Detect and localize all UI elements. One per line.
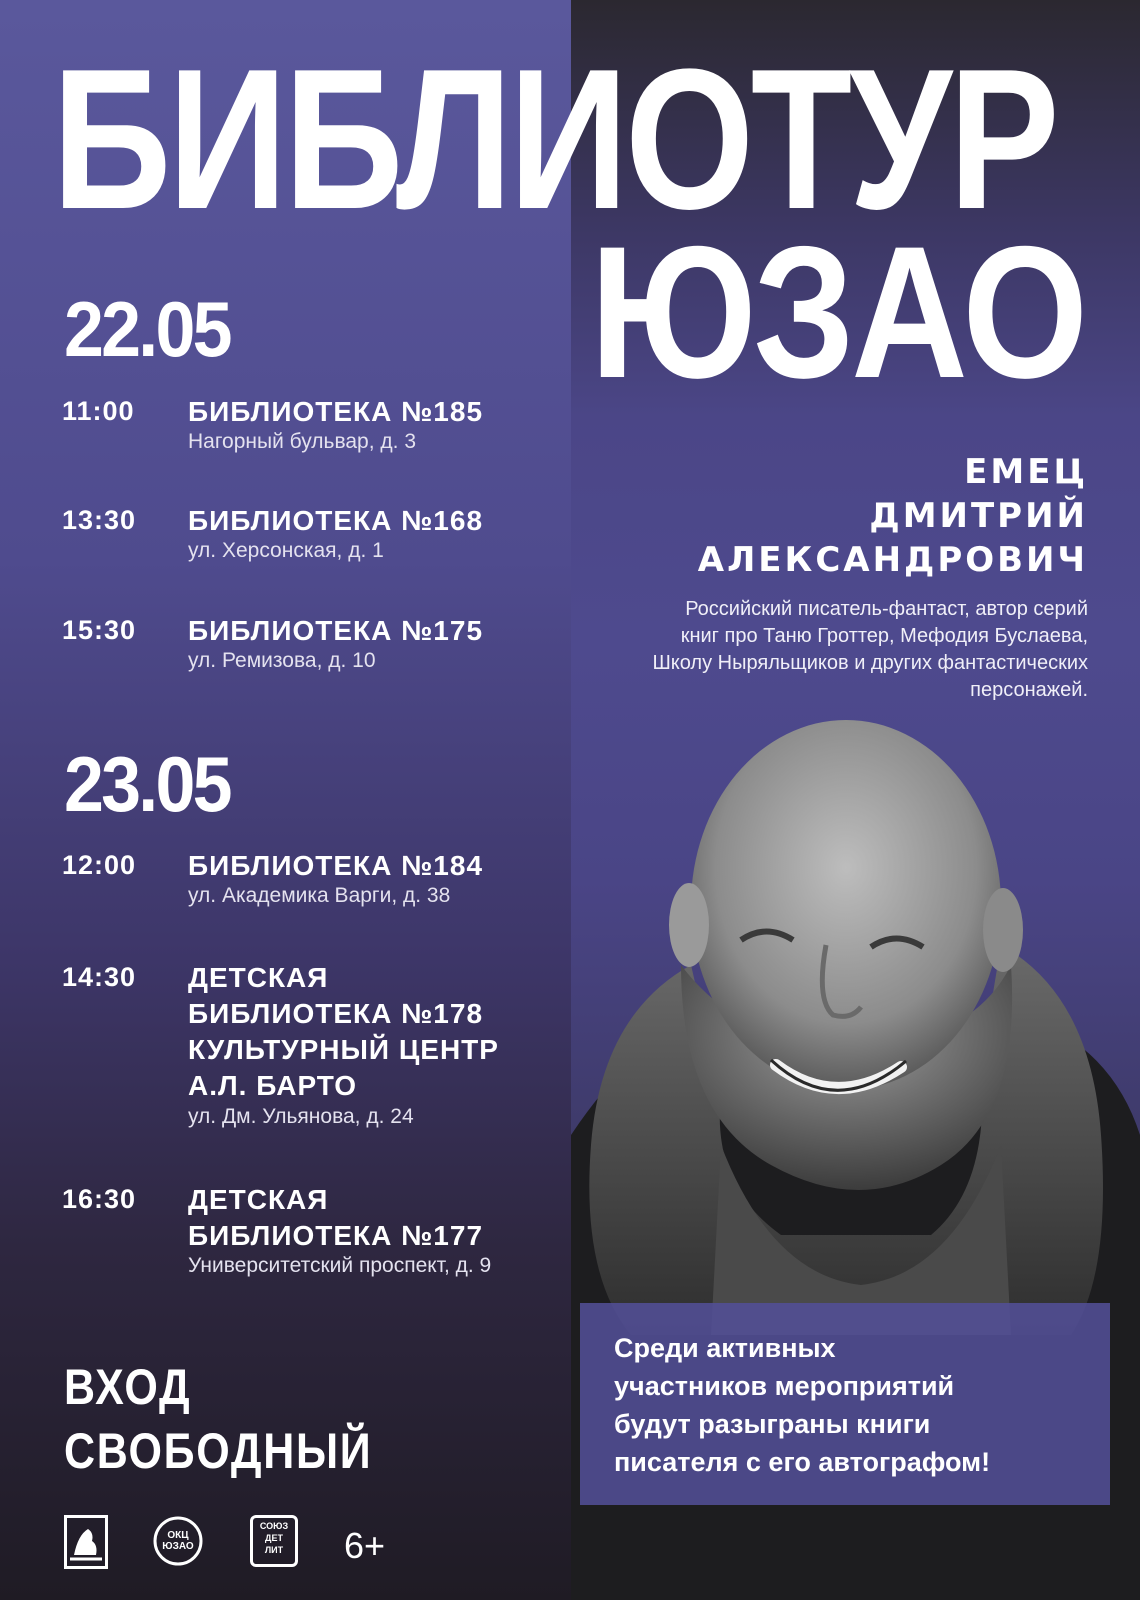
author-surname: ЕМЕЦ	[964, 452, 1088, 492]
event-venue: БИБЛИОТЕКА №185	[188, 396, 484, 427]
event-address: ул. Херсонская, д. 1	[188, 539, 384, 562]
prize-announcement-box	[580, 1303, 1110, 1505]
okc-logo-text	[152, 1530, 204, 1552]
event-venue: ДЕТСКАЯ БИБЛИОТЕКА №177	[188, 1184, 484, 1251]
event-time: 12:00	[62, 850, 137, 880]
event-time: 11:00	[62, 396, 135, 426]
title-line-2: ЮЗАО	[590, 207, 1085, 417]
date-day-1: 22.05	[64, 285, 230, 373]
okc-uzao-logo	[152, 1515, 204, 1567]
title-line-1: БИБЛИОТУР	[52, 28, 1057, 251]
event-venue: БИБЛИОТЕКА №175	[188, 615, 484, 646]
event-time: 13:30	[62, 505, 137, 535]
author-bio-line: Школу Ныряльщиков и других фантастических	[652, 652, 1088, 674]
soyuz-detlit-logo	[250, 1515, 298, 1567]
soyuz-logo-text	[253, 1520, 295, 1556]
soyuz-logo-line-1: СОЮЗ	[259, 1521, 289, 1531]
soyuz-logo-line-2: ДЕТ	[265, 1533, 283, 1543]
author-name	[698, 450, 1088, 582]
event-venue: БИБЛИОТЕКА №184	[188, 850, 484, 881]
okc-logo-line-1: ОКЦ	[167, 1530, 189, 1541]
event-address: ул. Ремизова, д. 10	[188, 649, 376, 672]
event-venue: БИБЛИОТЕКА №168	[188, 505, 484, 536]
event-address: ул. Академика Варги, д. 38	[188, 884, 451, 907]
event-time: 14:30	[62, 962, 137, 992]
event-address: Университетский проспект, д. 9	[188, 1254, 492, 1277]
prize-text	[614, 1329, 1094, 1481]
author-patronymic: АЛЕКСАНДРОВИЧ	[697, 540, 1088, 580]
date-day-2: 23.05	[64, 740, 230, 828]
author-bio-line: персонажей.	[970, 679, 1088, 701]
free-entry-line-1: ВХОД	[64, 1359, 192, 1415]
moscow-coat-of-arms-icon	[64, 1515, 108, 1569]
prize-line: писателя с его автографом!	[614, 1447, 991, 1477]
author-bio	[568, 596, 1088, 704]
author-bio-line: Российский писатель-фантаст, автор серий	[685, 598, 1088, 620]
event-time: 15:30	[62, 615, 137, 645]
event-address: ул. Дм. Ульянова, д. 24	[188, 1105, 414, 1128]
event-venue: ДЕТСКАЯ БИБЛИОТЕКА №178 КУЛЬТУРНЫЙ ЦЕНТР А.Л. БАРТО	[188, 962, 499, 1101]
free-entry-line-2: СВОБОДНЫЙ	[64, 1423, 373, 1479]
age-rating: 6+	[344, 1525, 386, 1566]
prize-line: участников мероприятий	[614, 1371, 955, 1401]
event-address: Нагорный бульвар, д. 3	[188, 430, 417, 453]
prize-line: Среди активных	[614, 1333, 836, 1363]
okc-logo-line-2: ЮЗАО	[162, 1541, 194, 1552]
author-bio-line: книг про Таню Гроттер, Мефодия Буслаева,	[680, 625, 1088, 647]
author-first-name: ДМИТРИЙ	[869, 496, 1088, 536]
event-time: 16:30	[62, 1184, 137, 1214]
free-entry-label	[64, 1355, 372, 1483]
soyuz-logo-line-3: ЛИТ	[264, 1545, 284, 1555]
prize-line: будут разыграны книги	[614, 1409, 931, 1439]
